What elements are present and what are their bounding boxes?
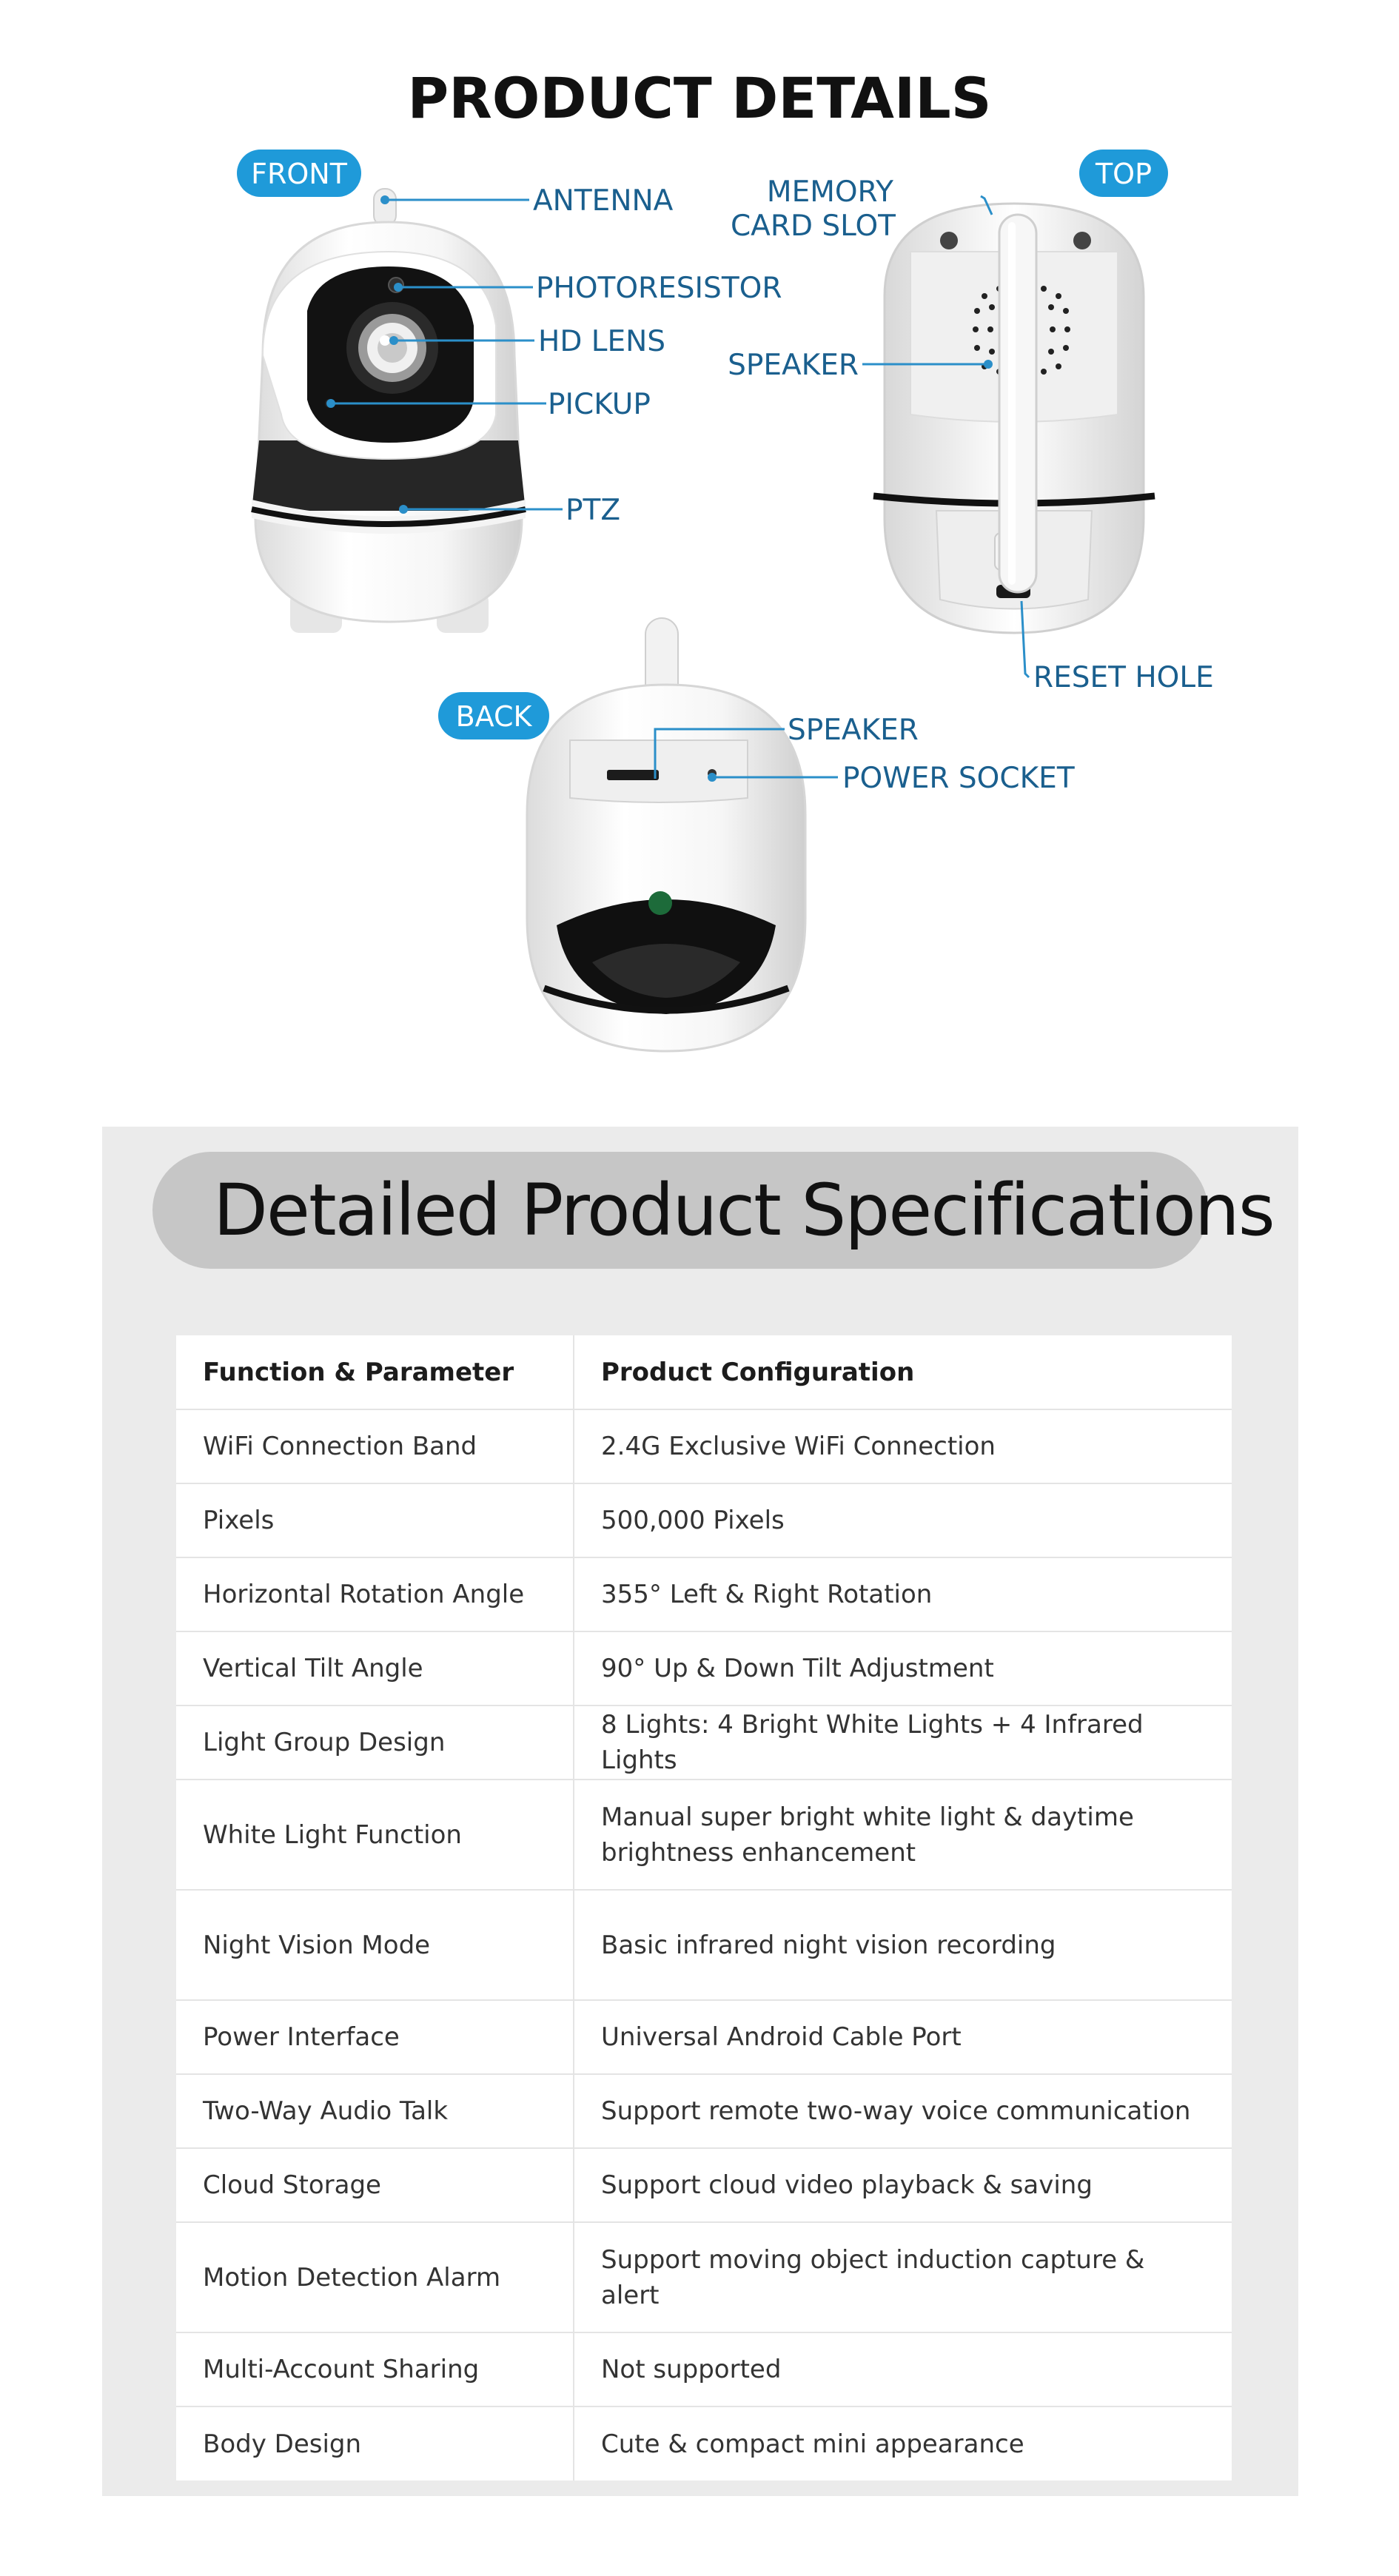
table-row <box>176 1557 1232 1631</box>
row-parameter: Motion Detection Alarm <box>176 2222 574 2332</box>
spec-table <box>176 1335 1232 2481</box>
row-configuration: 500,000 Pixels <box>574 1483 1232 1557</box>
camera-diagram <box>0 0 1399 1073</box>
table-row <box>176 1705 1232 1780</box>
label-power-socket: POWER SOCKET <box>842 762 1075 795</box>
row-configuration: 8 Lights: 4 Bright White Lights + 4 Infrared Lights <box>574 1705 1232 1780</box>
back-badge-label: BACK <box>455 700 532 733</box>
row-parameter: Night Vision Mode <box>176 1890 574 2000</box>
table-row <box>176 2074 1232 2148</box>
table-row <box>176 2000 1232 2074</box>
front-badge <box>237 150 361 197</box>
table-row <box>176 2332 1232 2406</box>
row-parameter: Cloud Storage <box>176 2148 574 2222</box>
table-row <box>176 1483 1232 1557</box>
row-parameter: Light Group Design <box>176 1705 574 1780</box>
row-configuration: Universal Android Cable Port <box>574 2000 1232 2074</box>
label-pickup: PICKUP <box>548 388 651 421</box>
column-header-configuration: Product Configuration <box>574 1335 1232 1409</box>
label-photoresistor: PHOTORESISTOR <box>536 272 782 305</box>
table-row <box>176 1780 1232 1890</box>
row-configuration: Manual super bright white light & daytime brightness enhancement <box>574 1780 1232 1890</box>
row-parameter: Body Design <box>176 2406 574 2481</box>
row-configuration: 355° Left & Right Rotation <box>574 1557 1232 1631</box>
row-configuration: Support remote two-way voice communication <box>574 2074 1232 2148</box>
label-memory-card-slot-1: MEMORY <box>766 175 893 209</box>
front-badge-label: FRONT <box>251 158 347 190</box>
label-hd-lens: HD LENS <box>538 325 666 358</box>
row-parameter: Two-Way Audio Talk <box>176 2074 574 2148</box>
row-configuration: Support moving object induction capture & alert <box>574 2222 1232 2332</box>
top-camera-illustration <box>873 204 1155 633</box>
label-top-speaker: SPEAKER <box>728 349 859 382</box>
label-reset-hole: RESET HOLE <box>1033 661 1214 694</box>
row-parameter: Multi-Account Sharing <box>176 2332 574 2406</box>
row-configuration: Cute & compact mini appearance <box>601 2429 1024 2459</box>
spec-panel <box>102 1127 1298 2496</box>
top-badge-label: TOP <box>1095 158 1153 190</box>
row-configuration: 2.4G Exclusive WiFi Connection <box>574 1409 1232 1483</box>
row-parameter: Horizontal Rotation Angle <box>176 1557 574 1631</box>
label-memory-card-slot-2: CARD SLOT <box>730 209 896 243</box>
row-parameter: Vertical Tilt Angle <box>176 1631 574 1705</box>
label-antenna: ANTENNA <box>533 184 674 218</box>
label-ptz: PTZ <box>566 494 621 527</box>
row-parameter: White Light Function <box>176 1780 574 1890</box>
table-row <box>176 1890 1232 2000</box>
label-back-speaker: SPEAKER <box>788 714 919 747</box>
spec-heading: Detailed Product Specifications <box>213 1169 1274 1252</box>
row-configuration: 90° Up & Down Tilt Adjustment <box>574 1631 1232 1705</box>
table-row <box>176 2406 1232 2481</box>
row-configuration: Support cloud video playback & saving <box>574 2148 1232 2222</box>
column-header-function: Function & Parameter <box>176 1335 574 1409</box>
table-row <box>176 2148 1232 2222</box>
page-title: PRODUCT DETAILS <box>407 65 992 131</box>
table-header-row <box>176 1335 1232 1409</box>
back-badge <box>438 692 549 739</box>
row-configuration: Basic infrared night vision recording <box>574 1890 1232 2000</box>
top-badge <box>1079 150 1168 197</box>
back-camera-illustration <box>527 618 805 1051</box>
row-parameter: WiFi Connection Band <box>176 1409 574 1483</box>
table-row <box>176 1409 1232 1483</box>
spec-heading-pill <box>152 1152 1274 1269</box>
table-row <box>176 1631 1232 1705</box>
row-parameter: Pixels <box>176 1483 574 1557</box>
table-row <box>176 2222 1232 2332</box>
row-configuration: Not supported <box>574 2332 1232 2406</box>
row-parameter: Power Interface <box>176 2000 574 2074</box>
front-camera-illustration <box>252 189 526 633</box>
